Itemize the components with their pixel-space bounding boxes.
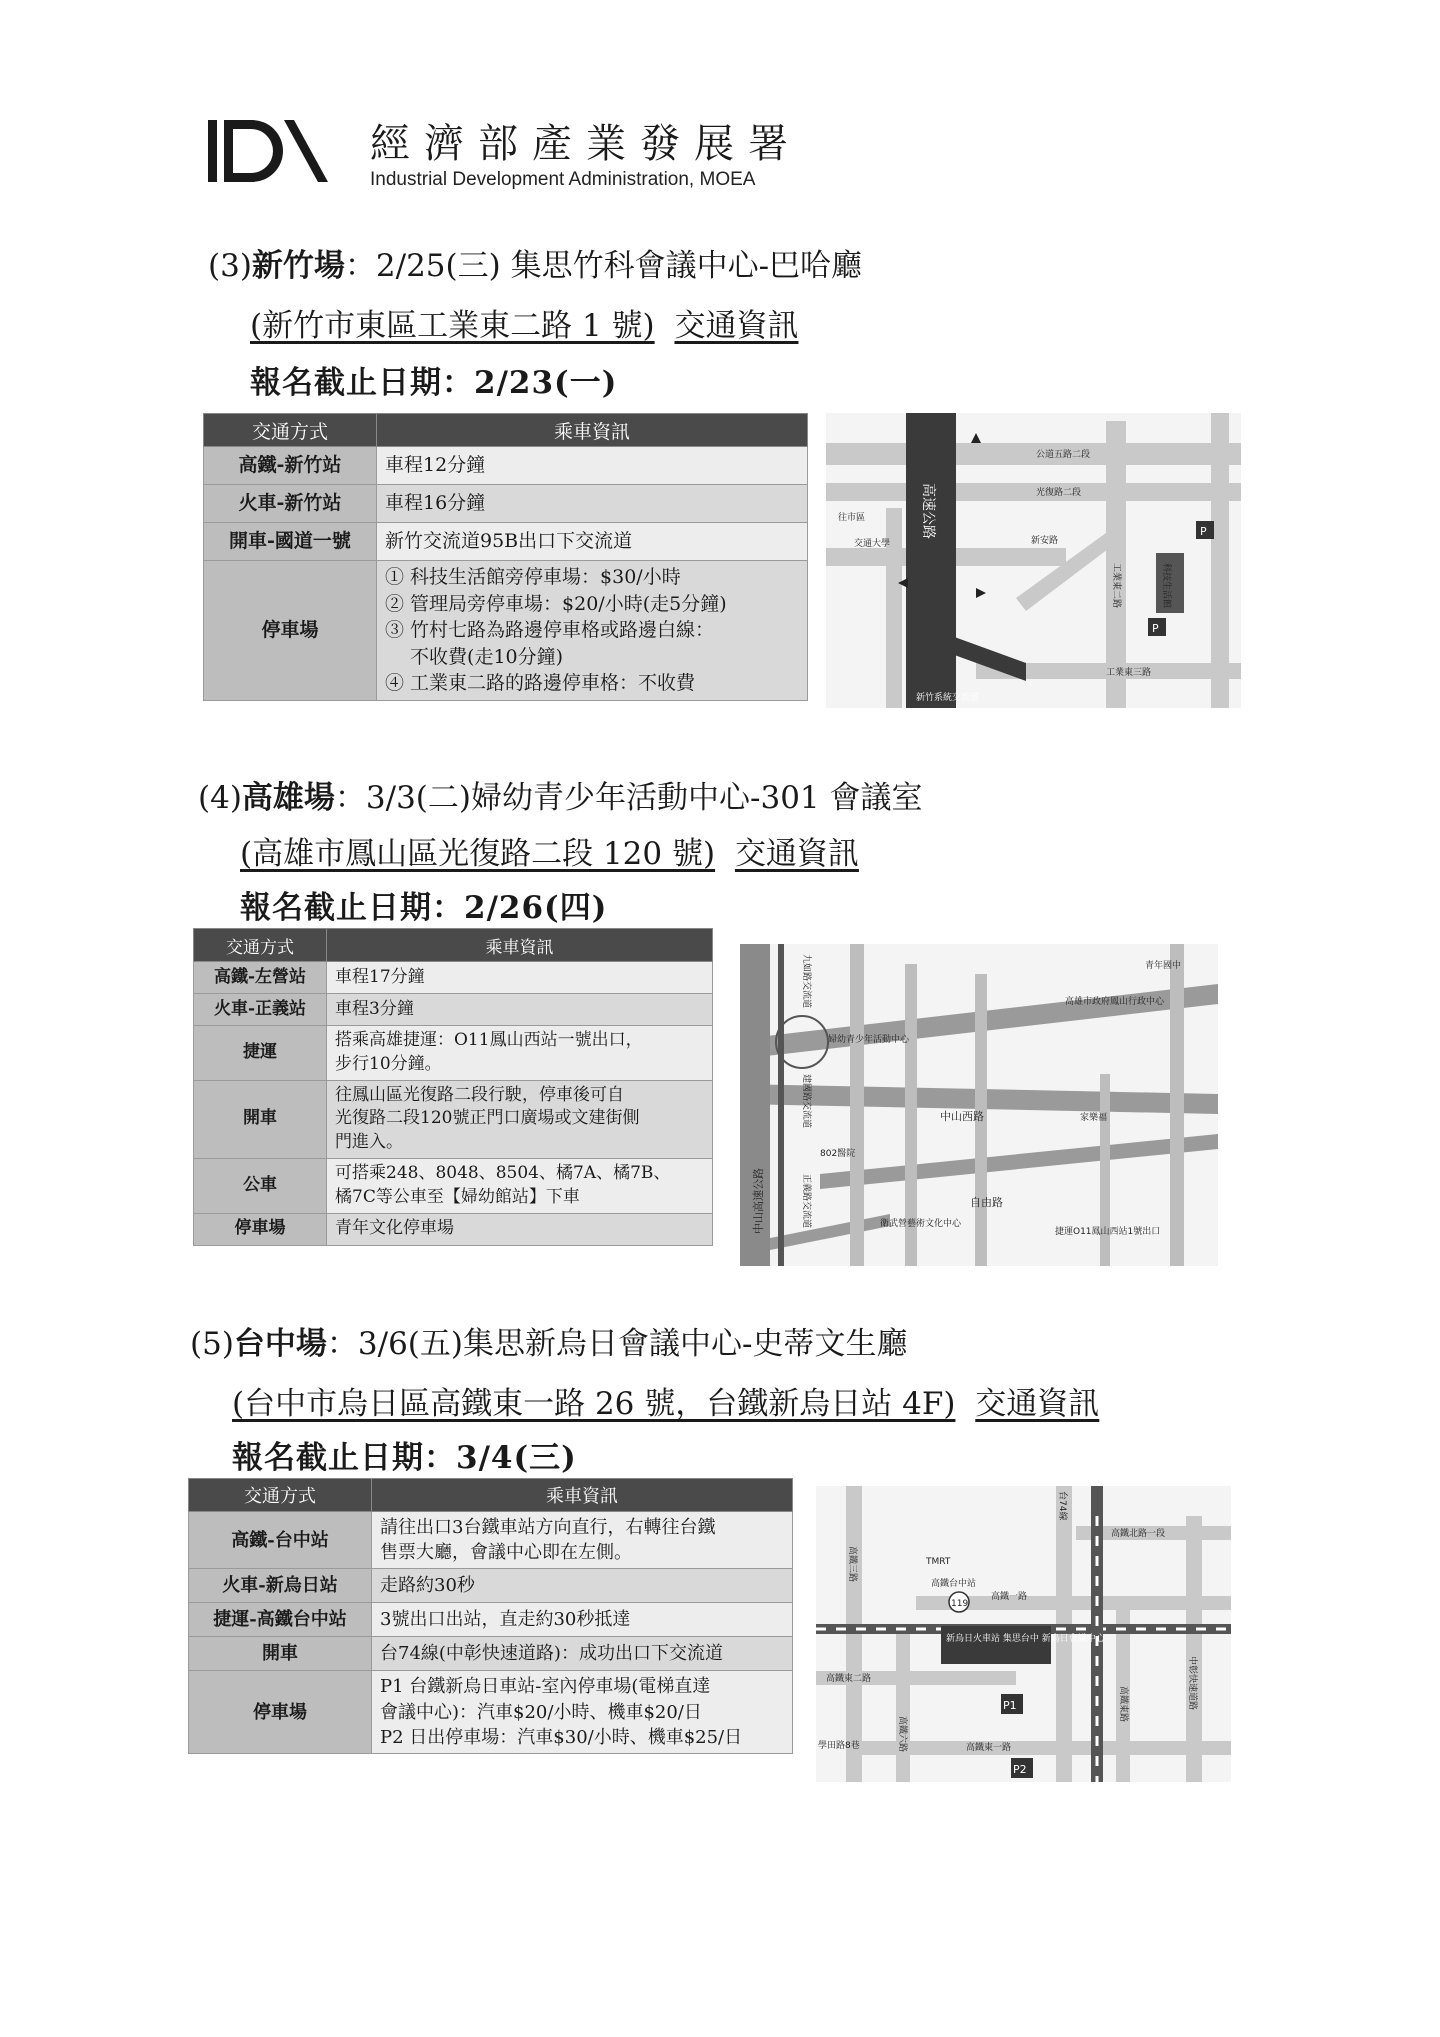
table-row: [189, 1603, 793, 1637]
info-cell: 搭乘高雄捷運：O11鳳山西站一號出口， 步行10分鐘。: [327, 1026, 713, 1081]
map-road: 高鐵北路一段: [1111, 1529, 1166, 1539]
map-road: 建國路交流道: [801, 1074, 811, 1129]
city-name: 新竹場: [251, 248, 345, 284]
registration-deadline: 報名截止日期：3/4(三): [232, 1440, 577, 1476]
col-mode: 交通方式: [189, 1479, 372, 1512]
map-place: 往市區: [838, 513, 866, 523]
info-cell: 請往出口3台鐵車站方向直行，右轉往台鐵 售票大廳，會議中心即在左側。: [372, 1512, 793, 1569]
mode-cell: 開車-國道一號: [204, 523, 377, 561]
highway-label: 高速公路: [920, 483, 936, 539]
venue-building: [941, 1626, 1051, 1664]
transport-table-hsinchu: [203, 413, 808, 701]
table-row: [189, 1569, 793, 1603]
event-detail: ：2/25(三) 集思竹科會議中心-巴哈廳: [344, 248, 863, 284]
transport-table-taichung: [188, 1478, 793, 1754]
parking-p1: P1: [1003, 1699, 1017, 1712]
map-street: 光復路二段: [1036, 488, 1082, 498]
table-row: [204, 447, 808, 485]
table-row: [194, 994, 713, 1026]
table-row: [194, 1158, 713, 1213]
mode-cell: 捷運-高鐵台中站: [189, 1603, 372, 1637]
table-row: [194, 1213, 713, 1245]
mode-cell: 公車: [194, 1158, 327, 1213]
map-road: 高鐵一路: [991, 1592, 1028, 1602]
map-hsinchu: [826, 413, 1241, 708]
ida-logo: [208, 118, 328, 184]
address: (高雄市鳳山區光復路二段 120 號): [240, 836, 716, 872]
mode-cell: 高鐵-新竹站: [204, 447, 377, 485]
event-detail: ：3/6(五)集思新烏日會議中心-史蒂文生廳: [326, 1326, 908, 1362]
map-taichung: [816, 1486, 1231, 1782]
transport-table-kaohsiung: [193, 928, 713, 1246]
info-cell: 車程16分鐘: [377, 485, 808, 523]
table-header: [194, 929, 713, 962]
table-row: [194, 1080, 713, 1158]
mode-cell: 火車-正義站: [194, 994, 327, 1026]
map-kaohsiung: [740, 944, 1218, 1266]
map-road: 自由路: [970, 1196, 1003, 1209]
map-venue: 新烏日火車站 集思台中 新烏日會議中心: [946, 1634, 1105, 1644]
mode-cell: 火車-新烏日站: [189, 1569, 372, 1603]
info-cell: 走路約30秒: [372, 1569, 793, 1603]
mode-cell: 開車: [189, 1637, 372, 1671]
traffic-info-link[interactable]: 交通資訊: [734, 836, 859, 872]
mode-cell: 高鐵-台中站: [189, 1512, 372, 1569]
map-road: 高鐵三路: [847, 1546, 857, 1583]
city-name: 高雄場: [241, 780, 335, 816]
mode-cell: 開車: [194, 1080, 327, 1158]
address: (台中市烏日區高鐵東一路 26 號，台鐵新烏日站 4F): [232, 1386, 956, 1422]
city-name: 台中場: [233, 1326, 327, 1362]
info-cell: 3號出口出站，直走約30秒抵達: [372, 1603, 793, 1637]
map-place: 新竹系統交流道: [916, 693, 980, 703]
map-road: 高鐵東路: [1118, 1686, 1128, 1723]
info-cell: P1 台鐵新烏日車站-室內停車場(電梯直達 會議中心)：汽車$20/小時、機車$20/日 P2 日出停車場：汽車$30/小時、機車$25/日: [372, 1671, 793, 1754]
section-number: (3): [208, 248, 252, 284]
map-place: 捷運O11鳳山西站1號出口: [1055, 1227, 1161, 1237]
table-row: [189, 1671, 793, 1754]
table-header: [189, 1479, 793, 1512]
map-place: 青年國中: [1145, 961, 1182, 971]
table-row: [204, 523, 808, 561]
col-mode: 交通方式: [204, 414, 377, 447]
table-row: [204, 561, 808, 701]
info-cell: 車程3分鐘: [327, 994, 713, 1026]
table-row: [189, 1512, 793, 1569]
map-place: 家樂福: [1080, 1113, 1108, 1123]
mode-cell: 高鐵-左營站: [194, 962, 327, 994]
map-place: 衛武營藝術文化中心: [880, 1219, 962, 1229]
registration-deadline: 報名截止日期：2/26(四): [240, 890, 608, 926]
map-venue: 科技生活館: [1161, 563, 1171, 609]
table-row: [204, 485, 808, 523]
map-road: 台74線: [1057, 1491, 1067, 1521]
org-name-en: Industrial Development Administration, MOEA: [370, 169, 756, 190]
org-name-zh: 經濟部產業發展署: [370, 121, 802, 167]
map-road: 學田路8巷: [818, 1741, 860, 1751]
map-place: 高雄市政府鳳山行政中心: [1065, 997, 1165, 1007]
info-cell: 可搭乘248、8048、8504、橘7A、橘7B、 橘7C等公車至【婦幼館站】下車: [327, 1158, 713, 1213]
table-row: [194, 962, 713, 994]
traffic-info-link[interactable]: 交通資訊: [674, 308, 799, 344]
map-place: TMRT: [926, 1557, 951, 1567]
section-hsinchu-address: [250, 300, 798, 345]
map-place: 高鐵台中站: [931, 1579, 977, 1589]
map-place: 802醫院: [820, 1149, 856, 1159]
map-street: 新安路: [1031, 536, 1059, 546]
map-road: 高鐵東二路: [826, 1674, 872, 1684]
address: (新竹市東區工業東二路 1 號): [250, 308, 655, 344]
col-info: 乘車資訊: [377, 414, 808, 447]
col-mode: 交通方式: [194, 929, 327, 962]
svg-text:P: P: [1200, 525, 1207, 538]
map-street: 工業東三路: [1106, 668, 1152, 678]
table-row: [194, 1026, 713, 1081]
map-place: 交通大學: [854, 539, 891, 549]
map-road: 高鐵東一路: [966, 1743, 1012, 1753]
info-cell: ① 科技生活館旁停車場：$30/小時 ② 管理局旁停車場：$20/小時(走5分鐘) ③ 竹村七路為路邊停車格或路邊白線： 不收費(走10分鐘) ④ 工業東二路的路邊停車格：不收費: [377, 561, 808, 701]
event-detail: ：3/3(二)婦幼青少年活動中心-301 會議室: [334, 780, 923, 816]
map-road: 中山高速公路: [752, 1168, 765, 1234]
info-cell: 新竹交流道95B出口下交流道: [377, 523, 808, 561]
registration-deadline: 報名截止日期：2/23(一): [250, 365, 618, 401]
map-road: 中彰快速道路: [1187, 1656, 1197, 1711]
section-taichung-address: [232, 1378, 1099, 1423]
mode-cell: 火車-新竹站: [204, 485, 377, 523]
section-hsinchu-title: [208, 240, 862, 285]
map-street: 工業東二路: [1111, 563, 1121, 609]
mode-cell: 停車場: [194, 1213, 327, 1245]
info-cell: 車程12分鐘: [377, 447, 808, 485]
mode-cell: 捷運: [194, 1026, 327, 1081]
highway-band: [906, 413, 956, 708]
mode-cell: 停車場: [204, 561, 377, 701]
mode-cell: 停車場: [189, 1671, 372, 1754]
col-info: 乘車資訊: [327, 929, 713, 962]
traffic-info-link[interactable]: 交通資訊: [975, 1386, 1100, 1422]
route-marker: 119: [951, 1599, 969, 1609]
info-cell: 台74線(中彰快速道路)：成功出口下交流道: [372, 1637, 793, 1671]
col-info: 乘車資訊: [372, 1479, 793, 1512]
section-kaohsiung-title: [198, 772, 923, 817]
map-street: 公道五路二段: [1036, 450, 1091, 460]
map-venue: 婦幼青少年活動中心: [828, 1035, 910, 1045]
section-kaohsiung-address: [240, 828, 859, 873]
map-road: 正義路交流道: [801, 1174, 811, 1229]
map-road: 高鐵六路: [897, 1716, 907, 1753]
svg-text:P: P: [1152, 622, 1159, 635]
info-cell: 往鳳山區光復路二段行駛，停車後可自 光復路二段120號正門口廣場或文建街側 門進入。: [327, 1080, 713, 1158]
table-header: [204, 414, 808, 447]
section-number: (4): [198, 780, 242, 816]
info-cell: 車程17分鐘: [327, 962, 713, 994]
table-row: [189, 1637, 793, 1671]
map-road: 九如路交流道: [801, 954, 811, 1009]
map-road: 中山西路: [940, 1110, 984, 1123]
info-cell: 青年文化停車場: [327, 1213, 713, 1245]
section-taichung-title: [190, 1318, 907, 1363]
section-number: (5): [190, 1326, 234, 1362]
parking-p2: P2: [1013, 1763, 1027, 1776]
